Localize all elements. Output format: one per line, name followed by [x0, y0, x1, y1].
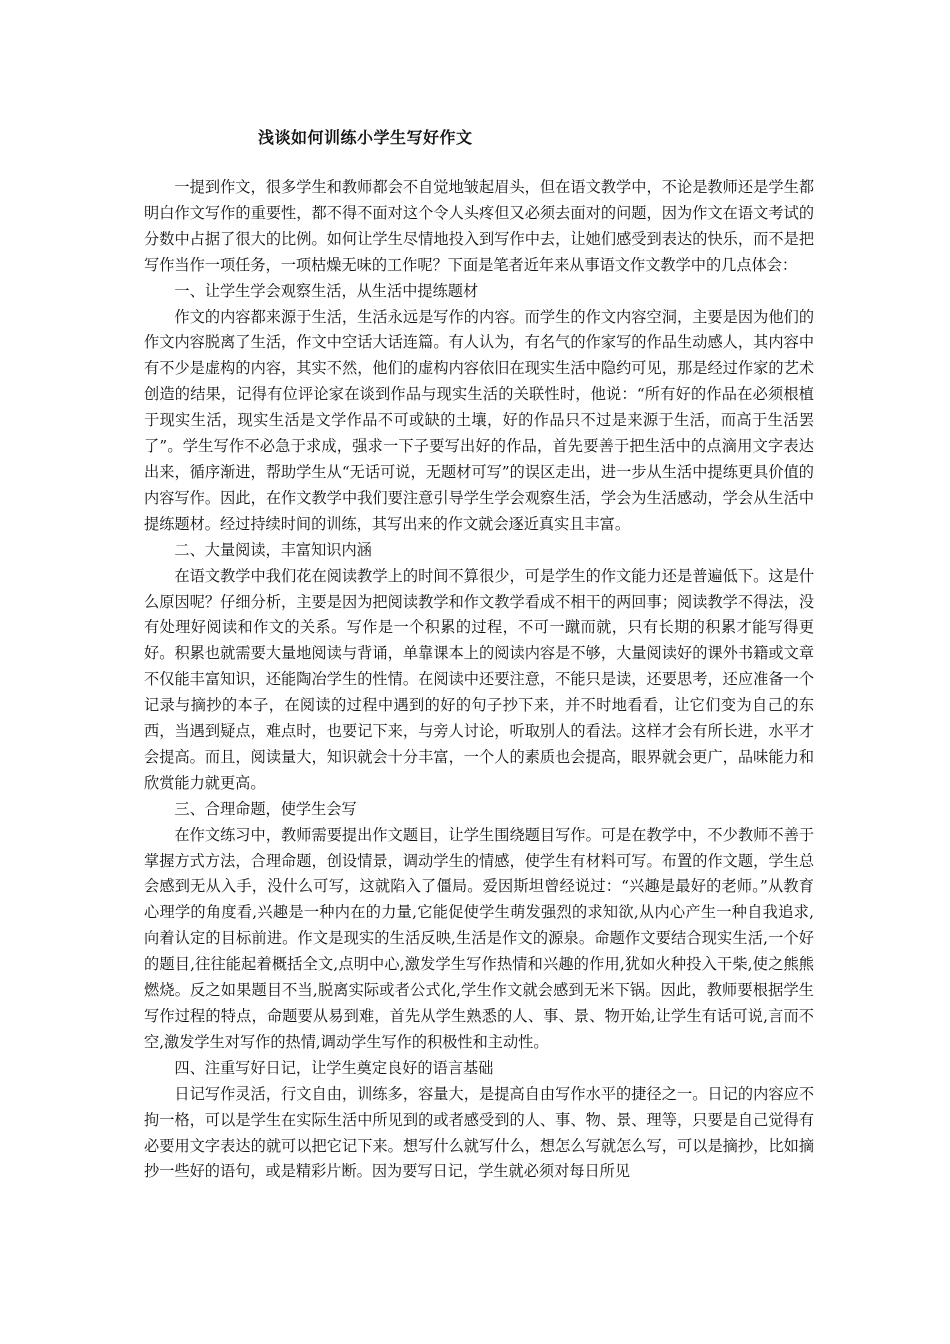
- section-paragraph-reading: 在语文教学中我们花在阅读教学上的时间不算很少，可是学生的作文能力还是普遍低下。这是什么原因呢？仔细分析，主要是因为把阅读教学和作文教学看成不相干的两回事；阅读教学不得法，没有处理好阅读和作文的关系。写作是一个积累的过程，不可一蹴而就，只有长期的积累才能写得更好。积累也就需要大量地阅读与背诵，单靠课本上的阅读内容是不够，大量阅读好的课外书籍或文章不仅能丰富知识，还能陶冶学生的性情。在阅读中还要注意，不能只是读，还要思考，还应准备一个记录与摘抄的本子，在阅读的过程中遇到的好的句子抄下来，并不时地看看，让它们变为自己的东西，当遇到疑点，难点时，也要记下来，与旁人讨论，听取别人的看法。这样才会有所长进，水平才会提高。而且，阅读量大，知识就会十分丰富，一个人的素质也会提高，眼界就会更广，品味能力和欣赏能力就更高。: [144, 566, 814, 792]
- section-paragraph-observe-life: 作文的内容都来源于生活，生活永远是写作的内容。而学生的作文内容空洞，主要是因为他们的作文内容脱离了生活，作文中空话大话连篇。有人认为，有名气的作家写的作品生动感人，其内容中有不少是虚构的内容，其实不然，他们的虚构内容依旧在现实生活中隐约可见，那是经过作家的艺术创造的结果，记得有位评论家在谈到作品与现实生活的关联性时，他说：“所有好的作品在必须根植于现实生活，现实生活是文学作品不可或缺的土壤，好的作品只不过是来源于生活，而高于生活罢了”。学生写作不必急于求成，强求一下子要写出好的作品，首先要善于把生活中的点滴用文字表达出来，循序渐进，帮助学生从“无话可说，无题材可写”的误区走出，进一步从生活中提练更具价值的内容写作。因此，在作文教学中我们要注意引导学生学会观察生活，学会为生活感动，学会从生活中提练题材。经过持续时间的训练，其写出来的作文就会逐近真实且丰富。: [144, 307, 814, 533]
- document-title: 浅谈如何训练小学生写好作文: [258, 128, 473, 147]
- section-heading-reading: 二、大量阅读，丰富知识内涵: [174, 540, 372, 559]
- section-paragraph-diary: 日记写作灵活，行文自由，训练多，容量大，是提高自由写作水平的捷径之一。日记的内容应不拘一格，可以是学生在实际生活中所见到的或者感受到的人、事、物、景、理等，只要是自己觉得有必要用文字表达的就可以把它记下来。想写什么就写什么，想怎么写就怎么写，可以是摘抄，比如摘抄一些好的语句，或是精彩片断。因为要写日记，学生就必须对每日所见: [144, 1084, 814, 1181]
- section-heading-topics: 三、合理命题，使学生会写: [174, 799, 357, 818]
- intro-paragraph: 一提到作文，很多学生和教师都会不自觉地皱起眉头，但在语文教学中，不论是教师还是学生都明白作文写作的重要性，都不得不面对这个令人头疼但又必须去面对的问题，因为作文在语文考试的分数中占据了很大的比例。如何让学生尽情地投入到写作中去，让她们感受到表达的快乐，而不是把写作当作一项任务，一项枯燥无味的工作呢？下面是笔者近年来从事语文作文教学中的几点体会：: [144, 178, 814, 274]
- document-body: [144, 175, 814, 1185]
- section-heading-observe-life: 一、让学生学会观察生活，从生活中提练题材: [174, 281, 479, 300]
- section-paragraph-topics: 在作文练习中，教师需要提出作文题目，让学生围绕题目写作。可是在教学中，不少教师不善于掌握方式方法，合理命题，创设情景，调动学生的情感，使学生有材料可写。布置的作文题，学生总会感到无从入手，没什么可写，这就陷入了僵局。爱因斯坦曾经说过：“兴趣是最好的老师。”从教育心理学的角度看,兴趣是一种内在的力量,它能促使学生萌发强烈的求知欲,从内心产生一种自我追求,向着认定的目标前进。作文是现实的生活反映,生活是作文的源泉。命题作文要结合现实生活,一个好的题目,往往能起着概括全文,点明中心,激发学生写作热情和兴趣的作用,犹如火种投入干柴,使之熊熊燃烧。反之如果题目不当,脱离实际或者公式化,学生作文就会感到无米下锅。因此，教师要根据学生写作过程的特点，命题要从易到难，首先从学生熟悉的人、事、景、物开始,让学生有话可说,言而不空,激发学生对写作的热情,调动学生写作的积极性和主动性。: [144, 825, 814, 1051]
- section-heading-diary: 四、注重写好日记，让学生奠定良好的语言基础: [174, 1058, 494, 1077]
